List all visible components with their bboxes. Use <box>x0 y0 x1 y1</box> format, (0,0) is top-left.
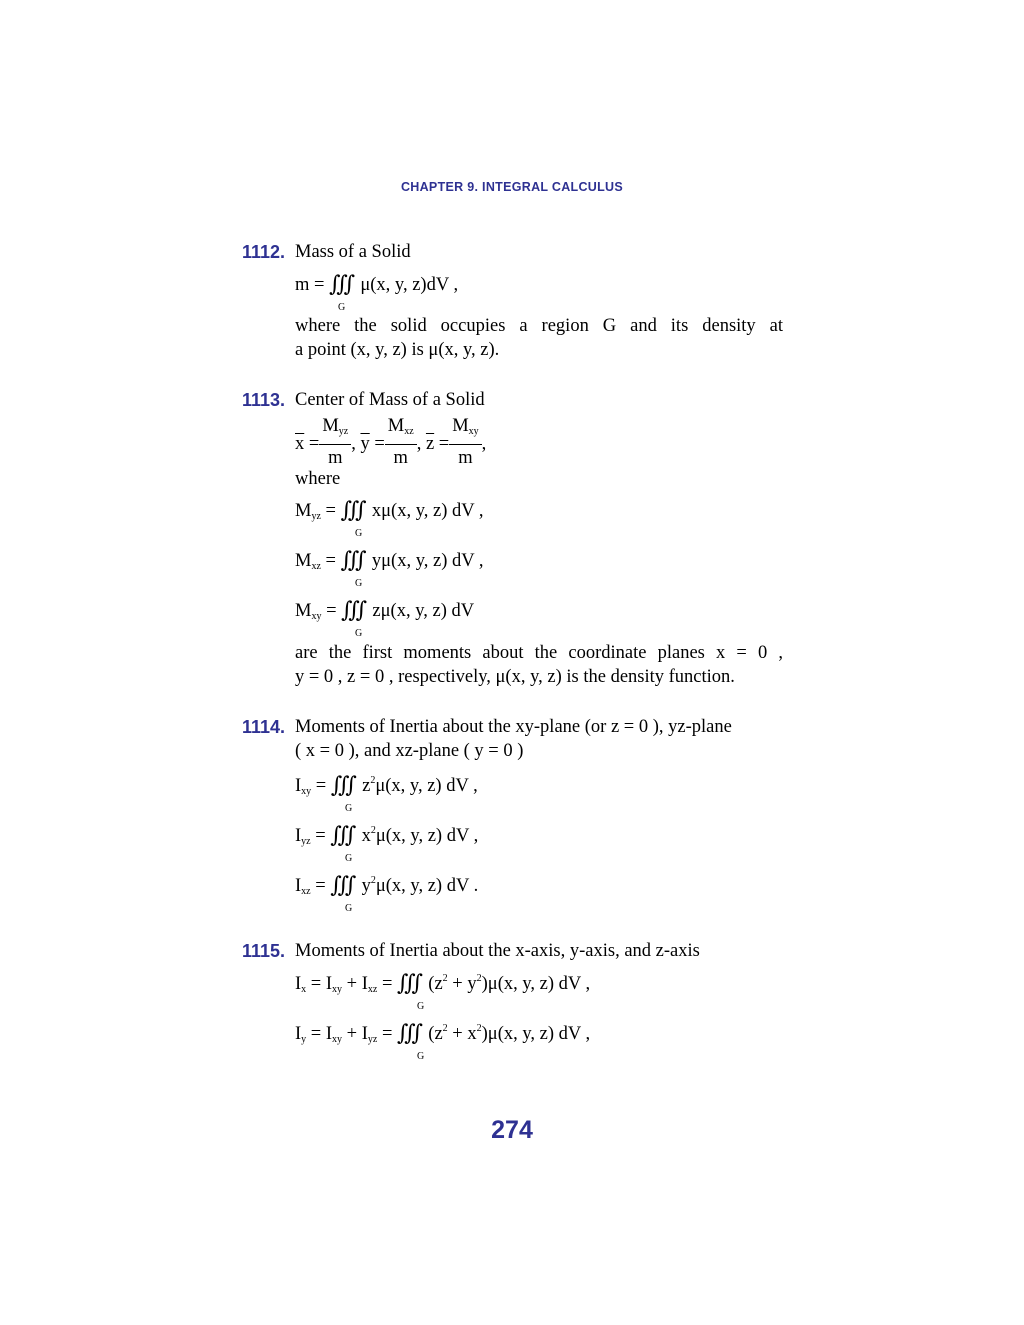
section-title-1113: Center of Mass of a Solid <box>295 390 485 410</box>
formula-ixz: $I_{xz}$ = ∭ $y^2\mu(x$, y, z) dV . G <box>295 872 479 914</box>
section-number-1115: 1115. <box>242 941 286 961</box>
formula-myz: $M_{yz}$ = ∭ xμ(x, y, z) dV , G <box>295 497 484 539</box>
page-number: 274 <box>491 1116 533 1144</box>
formula-center-of-mass: $\overline{x}$ = $\frac{M_{yz}}{m}$ , $\overline{y}$ = $\frac{M_{xz}}{m}$ , $\overline{z}$ = $\frac{M_{xy}}{m}$ , <box>295 416 487 468</box>
text-1113-line1: are the first moments about the coordinate planes x = 0 , <box>295 643 783 663</box>
formula-iyz: $I_{yz}$ = ∭ $x^2\mu(x$, y, z) dV , G <box>295 822 479 864</box>
formula-mxy: $M_{xy}$ = ∭ zμ(x, y, z) dV G <box>295 597 475 639</box>
formula-mxz: $M_{xz}$ = ∭ yμ(x, y, z) dV , G <box>295 547 484 589</box>
text-where: where <box>295 469 341 489</box>
formula-iy: $I_y = I_{xy} + I_{yz}$ = ∭ $(z^2 + x^2)\mu(x$, y, z) dV , G <box>295 1020 591 1062</box>
section-title-1112: Mass of a Solid <box>295 242 411 262</box>
text-1112-line1: where the solid occupies a region G and its density at <box>295 316 783 336</box>
section-title-1114: Moments of Inertia about the xy-plane (or z = 0 ), yz-plane <box>295 717 732 737</box>
formula-ix: $I_x = I_{xy} + I_{xz}$ = ∭ $(z^2 + y^2)\mu(x$, y, z) dV , G <box>295 970 591 1012</box>
section-title-1114-cont: ( x = 0 ), and xz-plane ( y = 0 ) <box>295 741 524 761</box>
section-title-1115: Moments of Inertia about the x-axis, y-axis, and z-axis <box>295 941 700 961</box>
text-1113-line2: y = 0 , z = 0 , respectively, μ(x, y, z) is the density function. <box>295 667 735 687</box>
section-number-1112: 1112. <box>242 242 286 262</box>
text-1112-line2: a point (x, y, z) is μ(x, y, z). <box>295 340 500 360</box>
section-number-1114: 1114. <box>242 717 286 737</box>
formula-mass: m = ∭ μ(x, y, z)dV , G <box>295 271 459 313</box>
chapter-header: CHAPTER 9. INTEGRAL CALCULUS <box>400 180 624 194</box>
section-number-1113: 1113. <box>242 390 286 410</box>
formula-ixy: $I_{xy}$ = ∭ $z^2\mu(x$, y, z) dV , G <box>295 772 478 814</box>
